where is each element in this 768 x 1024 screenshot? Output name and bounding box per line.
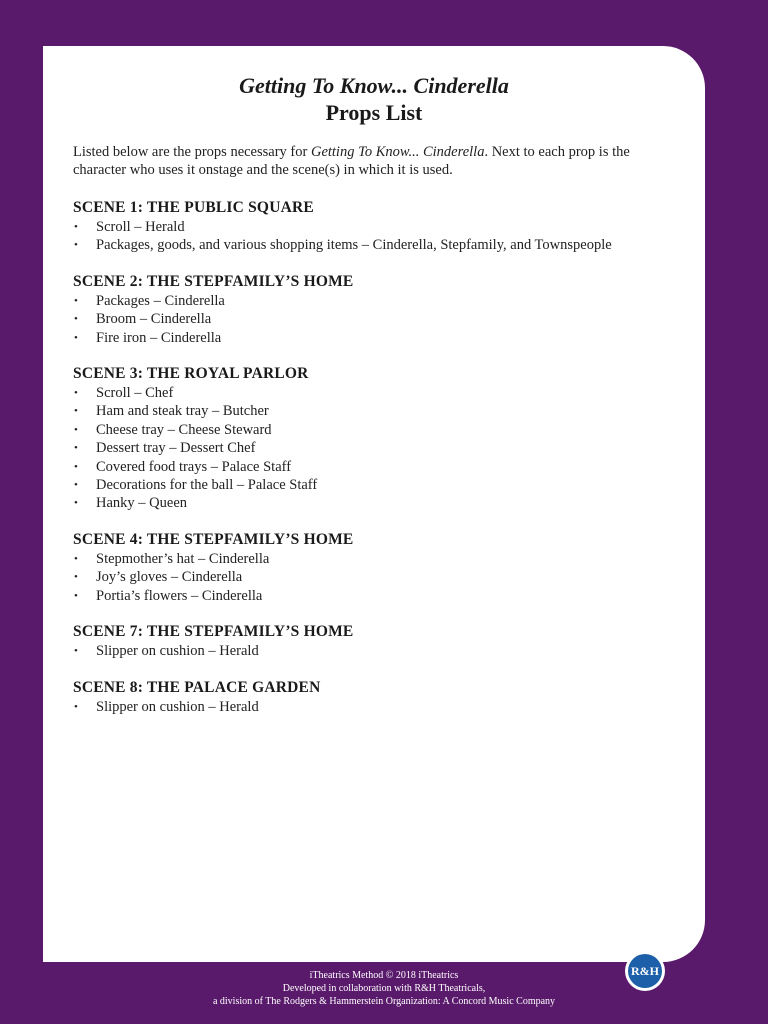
prop-item-text: Hanky – Queen xyxy=(96,495,188,512)
bullet-icon: • xyxy=(74,497,78,510)
scene-heading: SCENE 8: THE PALACE GARDEN xyxy=(73,678,321,696)
scene-section xyxy=(73,364,683,513)
bullet-icon: • xyxy=(74,645,78,658)
prop-item-text: Dessert tray – Dessert Chef xyxy=(96,440,256,457)
intro-text-start: Listed below are the props necessary for xyxy=(73,144,311,160)
prop-item-text: Fire iron – Cinderella xyxy=(96,329,222,346)
prop-item xyxy=(73,329,683,347)
bullet-icon: • xyxy=(74,313,78,326)
document-page xyxy=(43,46,705,962)
rh-logo-mark xyxy=(628,954,662,988)
prop-item xyxy=(73,642,683,660)
scene-heading: SCENE 2: THE STEPFAMILY’S HOME xyxy=(73,272,354,290)
prop-item xyxy=(73,550,683,568)
prop-item xyxy=(73,218,683,236)
prop-item xyxy=(73,292,683,310)
scene-section xyxy=(73,678,683,716)
prop-item-text: Joy’s gloves – Cinderella xyxy=(96,569,243,586)
bullet-icon: • xyxy=(74,405,78,418)
footer-division: a division of The Rodgers & Hammerstein Organization: A Concord Music Company xyxy=(212,996,556,1007)
prop-item-text: Ham and steak tray – Butcher xyxy=(96,403,269,420)
document-title xyxy=(43,73,705,126)
prop-item-text: Packages – Cinderella xyxy=(96,292,225,309)
prop-item xyxy=(73,384,683,402)
bullet-icon: • xyxy=(74,552,78,565)
prop-item xyxy=(73,402,683,420)
scene-section xyxy=(73,622,683,660)
bullet-icon: • xyxy=(74,423,78,436)
bullet-icon: • xyxy=(74,479,78,492)
scene-heading: SCENE 3: THE ROYAL PARLOR xyxy=(73,365,309,383)
prop-item-text: Scroll – Chef xyxy=(96,385,174,402)
prop-item xyxy=(73,439,683,457)
prop-list xyxy=(73,384,683,513)
prop-item xyxy=(73,310,683,328)
bullet-icon: • xyxy=(74,460,78,473)
scene-heading: SCENE 7: THE STEPFAMILY’S HOME xyxy=(73,623,354,641)
prop-item-text: Portia’s flowers – Cinderella xyxy=(96,587,263,604)
prop-item xyxy=(73,568,683,586)
footer-copyright: iTheatrics Method © 2018 iTheatrics xyxy=(309,970,459,981)
intro-text-end: . Next to each prop is the character who uses it onstage and the scene(s) in which it is used. xyxy=(73,144,630,178)
prop-item-text: Covered food trays – Palace Staff xyxy=(96,458,292,475)
bullet-icon: • xyxy=(74,239,78,252)
scene-section xyxy=(73,272,683,347)
show-title: Getting To Know... Cinderella xyxy=(239,73,509,98)
prop-item xyxy=(73,458,683,476)
scene-list xyxy=(73,198,683,733)
prop-list xyxy=(73,550,683,605)
prop-item-text: Slipper on cushion – Herald xyxy=(96,643,259,660)
prop-list xyxy=(73,218,683,255)
bullet-icon: • xyxy=(74,589,78,602)
prop-item xyxy=(73,494,683,512)
scene-heading: SCENE 4: THE STEPFAMILY’S HOME xyxy=(73,530,354,548)
bullet-icon: • xyxy=(74,294,78,307)
prop-item-text: Decorations for the ball – Palace Staff xyxy=(96,477,318,494)
prop-list xyxy=(73,292,683,347)
rh-logo-text: R&H xyxy=(631,964,659,978)
prop-list xyxy=(73,642,683,660)
footer-collaboration: Developed in collaboration with R&H Theatricals, xyxy=(282,983,486,994)
prop-item xyxy=(73,421,683,439)
prop-item xyxy=(73,236,683,254)
bullet-icon: • xyxy=(74,442,78,455)
prop-item-text: Broom – Cinderella xyxy=(96,311,212,328)
prop-item-text: Slipper on cushion – Herald xyxy=(96,698,259,715)
rh-logo xyxy=(625,951,665,991)
intro-show-title: Getting To Know... Cinderella xyxy=(310,144,485,160)
prop-item-text: Packages, goods, and various shopping items – Cinderella, Stepfamily, and Townspeople xyxy=(96,237,612,254)
bullet-icon: • xyxy=(74,221,78,233)
prop-list xyxy=(73,698,683,716)
bullet-icon: • xyxy=(74,331,78,344)
prop-item-text: Scroll – Herald xyxy=(96,219,185,235)
page-title: Props List xyxy=(325,100,423,125)
prop-item xyxy=(73,698,683,716)
intro-paragraph xyxy=(73,143,673,179)
bullet-icon: • xyxy=(74,700,78,713)
scene-section xyxy=(73,198,683,255)
prop-item xyxy=(73,476,683,494)
bullet-icon: • xyxy=(74,387,78,400)
bullet-icon: • xyxy=(74,571,78,584)
prop-item-text: Cheese tray – Cheese Steward xyxy=(96,421,272,438)
scene-heading: SCENE 1: THE PUBLIC SQUARE xyxy=(73,199,314,216)
scene-section xyxy=(73,530,683,605)
prop-item xyxy=(73,587,683,605)
prop-item-text: Stepmother’s hat – Cinderella xyxy=(96,550,270,567)
